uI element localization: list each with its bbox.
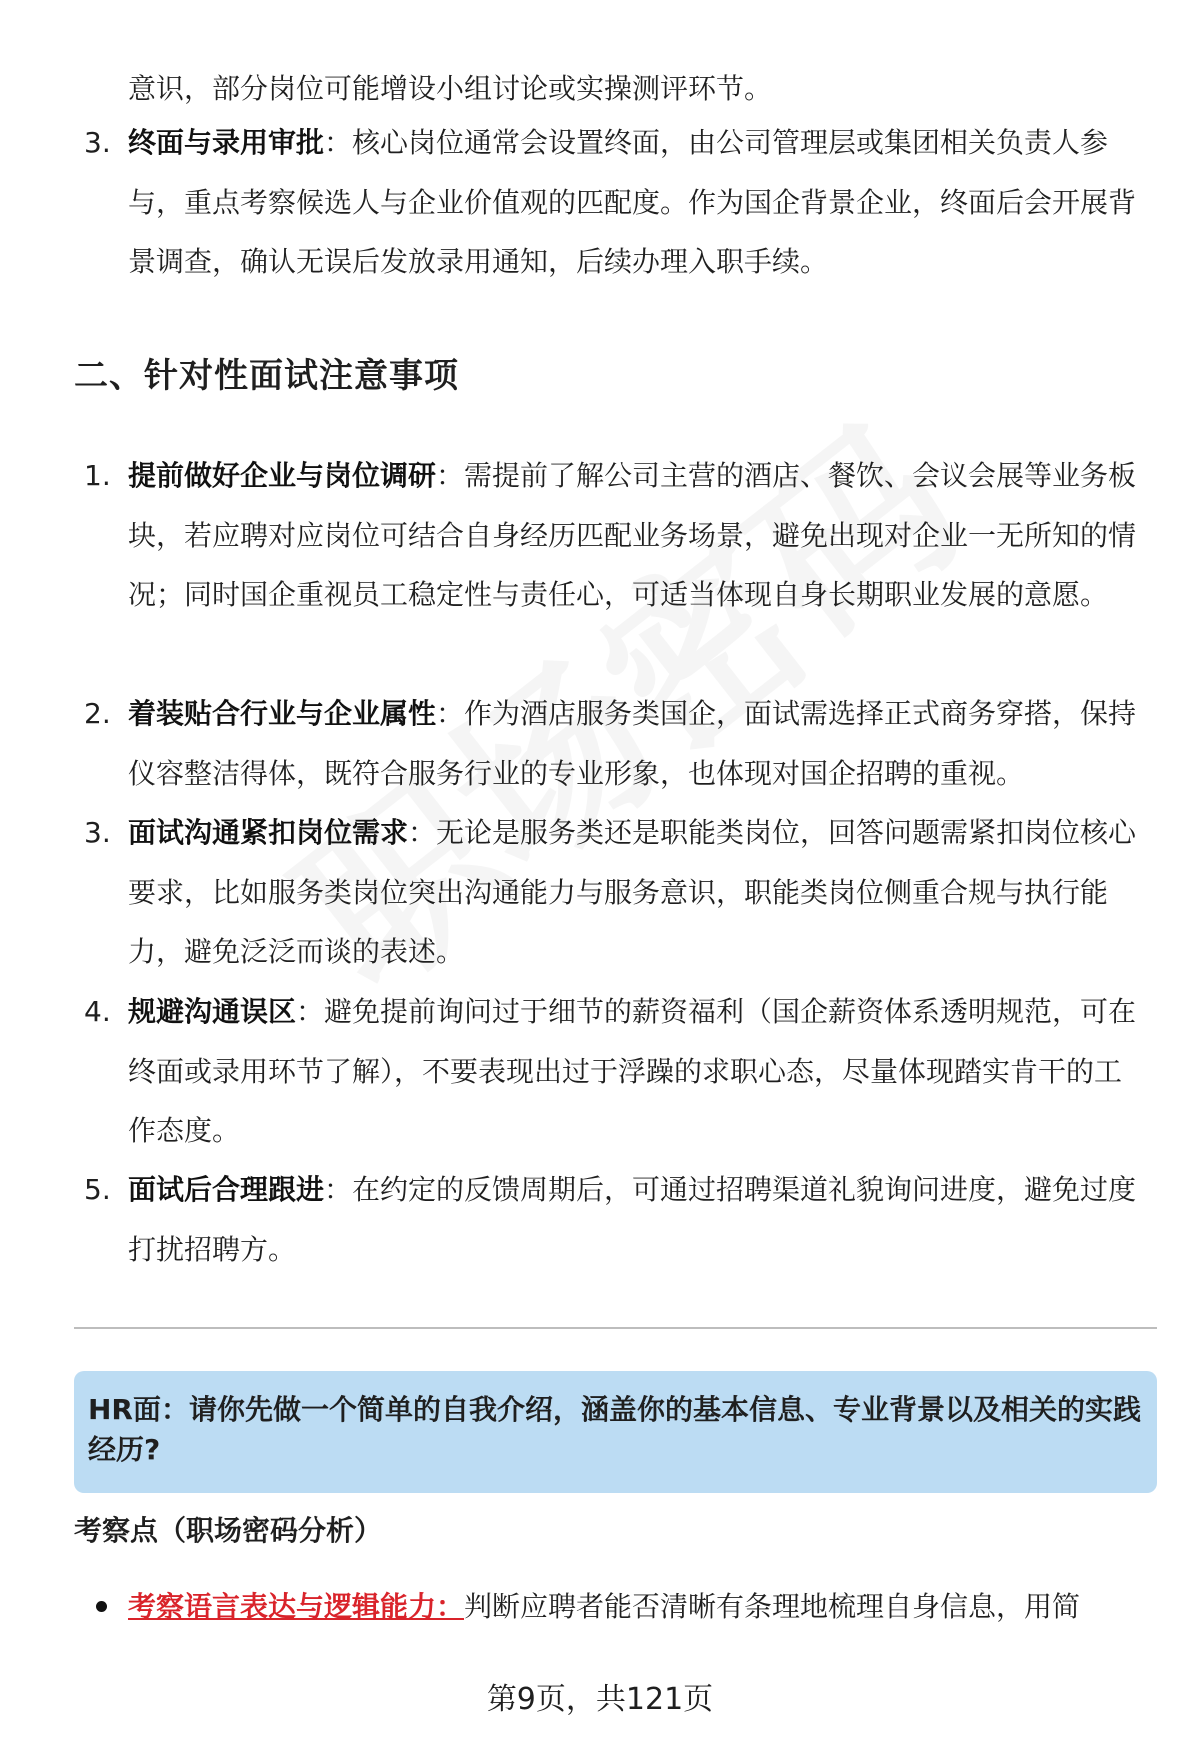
page-number: 第9页，共121页 bbox=[486, 1682, 714, 1717]
question-text: HR面：请你先做一个简单的自我介绍，涵盖你的基本信息、专业背景以及相关的实践经历? bbox=[88, 1393, 1141, 1466]
item-text: ：作为酒店服务类国企，面试需选择正式商务穿搭，保持仪容整洁得体，既符合服务行业的专业形象，也体现对国企招聘的重视。 bbox=[128, 697, 1137, 790]
intro-continuation: 意识，部分岗位可能增设小组讨论或实操测评环节。 bbox=[128, 72, 773, 105]
analysis-bullet bbox=[96, 1577, 1143, 1637]
list-item bbox=[84, 684, 1143, 803]
list-number: 5. bbox=[84, 1173, 111, 1206]
analysis-heading: 考察点（职场密码分析） bbox=[74, 1514, 383, 1547]
list-number: 1. bbox=[84, 459, 111, 492]
item-text: ：无论是服务类还是职能类岗位，回答问题需紧扣岗位核心要求，比如服务类岗位突出沟通能力与服务意识，职能类岗位侧重合规与执行能力，避免泛泛而谈的表述。 bbox=[128, 816, 1137, 968]
item-title: 面试后合理跟进 bbox=[128, 1173, 325, 1206]
item-text: ：核心岗位通常会设置终面，由公司管理层或集团相关负责人参与，重点考察候选人与企业价值观的匹配度。作为国企背景企业，终面后会开展背景调查，确认无误后发放录用通知，后续办理入职手续。 bbox=[128, 126, 1137, 278]
item-title: 终面与录用审批 bbox=[128, 126, 325, 159]
list-item bbox=[84, 1160, 1143, 1279]
process-item-3 bbox=[84, 113, 1143, 292]
question-box bbox=[74, 1371, 1157, 1493]
bullet-dot-icon bbox=[96, 1601, 107, 1612]
section-divider bbox=[74, 1327, 1157, 1329]
bullet-keyword: 考察语言表达与逻辑能力： bbox=[128, 1590, 465, 1623]
list-number: 3. bbox=[84, 816, 111, 849]
bullet-text: 判断应聘者能否清晰有条理地梳理自身信息，用简 bbox=[464, 1590, 1081, 1623]
item-text: ：在约定的反馈周期后，可通过招聘渠道礼貌询问进度，避免过度打扰招聘方。 bbox=[128, 1173, 1137, 1266]
item-title: 面试沟通紧扣岗位需求 bbox=[128, 816, 409, 849]
section-heading: 二、针对性面试注意事项 bbox=[74, 356, 459, 396]
item-title: 着装贴合行业与企业属性 bbox=[128, 697, 437, 730]
item-title: 规避沟通误区 bbox=[128, 995, 297, 1028]
list-number: 3. bbox=[84, 126, 111, 159]
list-number: 2. bbox=[84, 697, 111, 730]
list-item bbox=[84, 803, 1143, 982]
list-item bbox=[84, 982, 1143, 1161]
list-item bbox=[84, 446, 1143, 625]
list-number: 4. bbox=[84, 995, 111, 1028]
item-text: ：避免提前询问过于细节的薪资福利（国企薪资体系透明规范，可在终面或录用环节了解），不要表现出过于浮躁的求职心态，尽量体现踏实肯干的工作态度。 bbox=[128, 995, 1137, 1147]
item-title: 提前做好企业与岗位调研 bbox=[128, 459, 437, 492]
item-text: ：需提前了解公司主营的酒店、餐饮、会议会展等业务板块，若应聘对应岗位可结合自身经历匹配业务场景，避免出现对企业一无所知的情况；同时国企重视员工稳定性与责任心，可适当体现自身长期职业发展的意愿。 bbox=[128, 459, 1137, 611]
